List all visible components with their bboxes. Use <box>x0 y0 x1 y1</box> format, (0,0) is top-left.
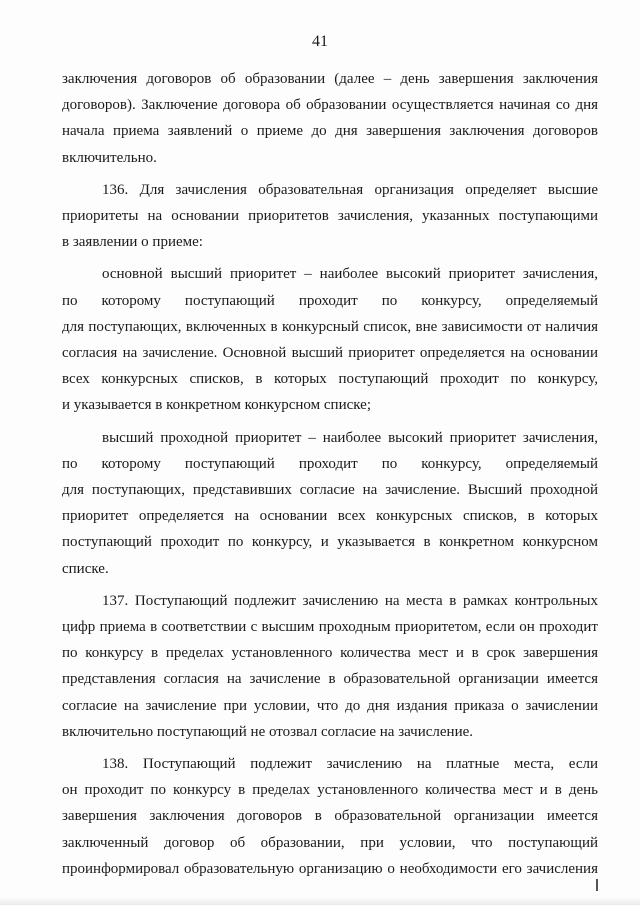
text-line: проинформировал образовательную организацию о необходимости его зачисления <box>62 860 598 877</box>
text-line: представления согласия на зачисление в образовательной организации имеется <box>62 671 598 688</box>
text-line: договоров). Заключение договора об образовании осуществляется начиная со дня <box>62 97 598 114</box>
text-line: включительно. <box>62 149 157 166</box>
text-line: по которому поступающий проходит по конкурсу, определяемый <box>62 455 598 472</box>
text-line: для поступающих, представивших согласие на зачисление. Высший проходной <box>62 482 598 499</box>
text-line: начала приема заявлений о приеме до дня завершения заключения договоров <box>62 123 598 140</box>
page-number: 41 <box>312 33 328 50</box>
text-line: списке. <box>62 560 109 577</box>
text-line: согласие на зачисление при условии, что до дня издания приказа о зачислении <box>62 697 598 714</box>
text-line: согласия на зачисление. Основной высший приоритет определяется на основании <box>62 345 598 362</box>
text-line: всех конкурсных списков, в которых поступающий проходит по конкурсу, <box>62 371 598 388</box>
scan-mark <box>596 879 598 891</box>
text-line: заключенный договор об образовании, при условии, что поступающий <box>62 834 598 851</box>
text-line: завершения заключения договоров в образовательной организации имеется <box>62 808 598 825</box>
scan-bottom-edge <box>0 897 640 905</box>
text-line: 137. Поступающий подлежит зачислению на места в рамках контрольных <box>102 592 598 609</box>
paragraph-intro <box>62 66 598 171</box>
text-line: 138. Поступающий подлежит зачислению на платные места, если <box>102 756 598 773</box>
paragraph-138 <box>62 751 598 882</box>
text-line: в заявлении о приеме: <box>62 234 203 251</box>
text-line: по которому поступающий проходит по конкурсу, определяемый <box>62 292 598 309</box>
text-line: приоритеты на основании приоритетов зачисления, указанных поступающими <box>62 208 598 225</box>
document-body <box>62 66 598 882</box>
text-line: и указывается в конкретном конкурсном списке; <box>62 397 371 414</box>
text-line: основной высший приоритет – наиболее высокий приоритет зачисления, <box>102 266 598 283</box>
text-line: включительно поступающий не отозвал согласие на зачисление. <box>62 723 474 740</box>
text-line: он проходит по конкурсу в пределах установленного количества мест и в день <box>62 782 598 799</box>
text-line: 136. Для зачисления образовательная организация определяет высшие <box>102 181 598 198</box>
text-line: поступающий проходит по конкурсу, и указывается в конкретном конкурсном <box>62 534 598 551</box>
text-line: цифр приема в соответствии с высшим проходным приоритетом, если он проходит <box>62 619 598 636</box>
text-line: высший проходной приоритет – наиболее высокий приоритет зачисления, <box>102 429 598 446</box>
paragraph-main-priority <box>62 261 598 418</box>
paragraph-passing-priority <box>62 425 598 582</box>
text-line: по конкурсу в пределах установленного количества мест и в срок завершения <box>62 645 598 662</box>
paragraph-136 <box>62 177 598 256</box>
text-line: для поступающих, включенных в конкурсный список, вне зависимости от наличия <box>62 318 598 335</box>
text-line: заключения договоров об образовании (далее – день завершения заключения <box>62 71 598 87</box>
paragraph-137 <box>62 588 598 745</box>
text-line: приоритет определяется на основании всех конкурсных списков, в которых <box>62 508 598 525</box>
